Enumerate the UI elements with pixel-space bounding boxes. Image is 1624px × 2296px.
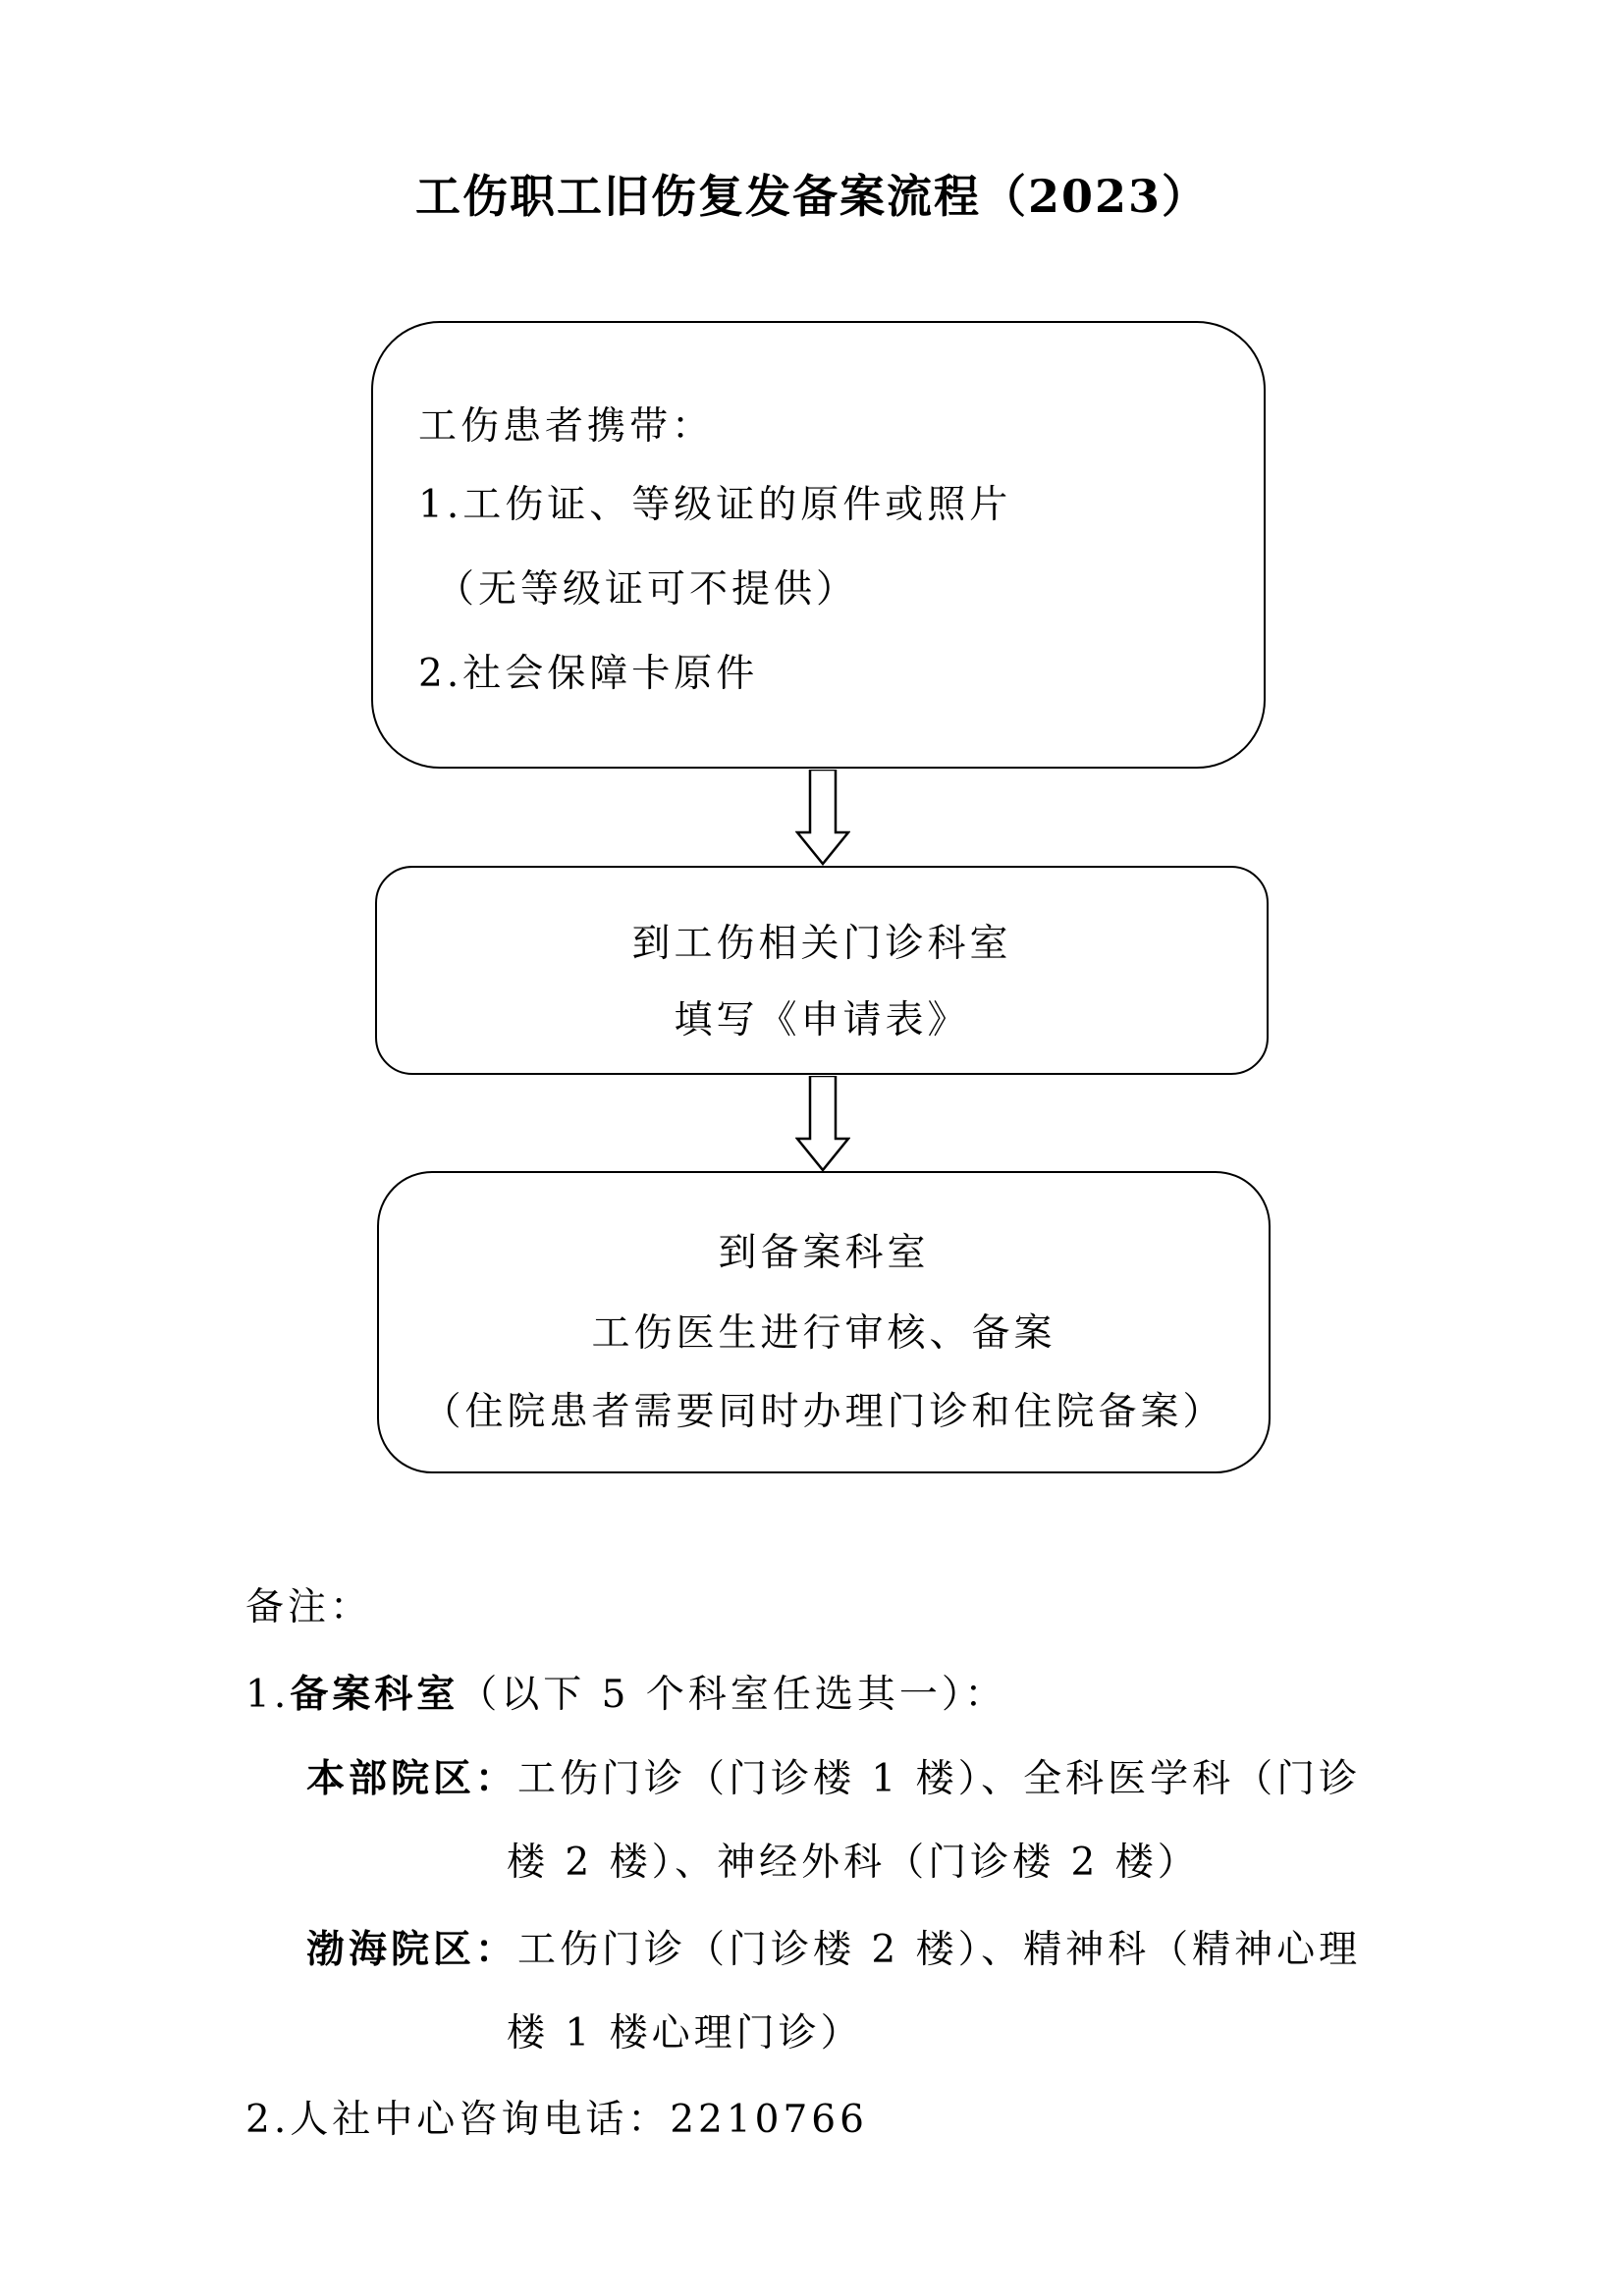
campus1-name: 本部院区： <box>306 1756 518 1801</box>
down-arrow-icon <box>795 770 850 868</box>
campus2-line2: 楼 1 楼心理门诊） <box>507 2011 863 2056</box>
note-2: 2.人社中心咨询电话：2210766 <box>245 2098 868 2142</box>
step1-item1-note: （无等级证可不提供） <box>436 567 859 612</box>
note-1 <box>245 1669 1006 1721</box>
step3-line3: （住院患者需要同时办理门诊和住院备案） <box>422 1390 1225 1434</box>
campus1-line1 <box>306 1753 1361 1805</box>
note-1-bold-label: 备案科室 <box>290 1672 460 1717</box>
step3-box <box>377 1171 1271 1473</box>
step1-heading: 工伤患者携带： <box>418 404 715 449</box>
campus2-text: 工伤门诊（门诊楼 2 楼）、精神科（精神心理 <box>517 1928 1362 1972</box>
campus2-line1 <box>306 1924 1361 1976</box>
down-arrow-icon <box>795 1076 850 1174</box>
campus1-text: 工伤门诊（门诊楼 1 楼）、全科医学科（门诊 <box>517 1757 1362 1801</box>
notes-heading: 备注： <box>245 1585 373 1629</box>
step2-line2: 填写《申请表》 <box>674 998 970 1042</box>
step1-item1: 1.工伤证、等级证的原件或照片 <box>418 483 1012 527</box>
note-1-text: （以下 5 个科室任选其一）： <box>459 1673 1007 1717</box>
campus2-name: 渤海院区： <box>306 1927 518 1972</box>
step2-line1: 到工伤相关门诊科室 <box>631 922 1012 966</box>
step1-box <box>371 321 1266 769</box>
step1-item2: 2.社会保障卡原件 <box>418 652 759 696</box>
step3-line2: 工伤医生进行审核、备案 <box>591 1311 1056 1356</box>
note-1-number: 1. <box>245 1673 291 1717</box>
step3-line1: 到备案科室 <box>718 1231 930 1275</box>
document-title: 工伤职工旧伤复发备案流程（2023） <box>414 170 1210 223</box>
step2-box <box>375 866 1269 1075</box>
campus1-line2: 楼 2 楼）、神经外科（门诊楼 2 楼） <box>507 1841 1200 1885</box>
